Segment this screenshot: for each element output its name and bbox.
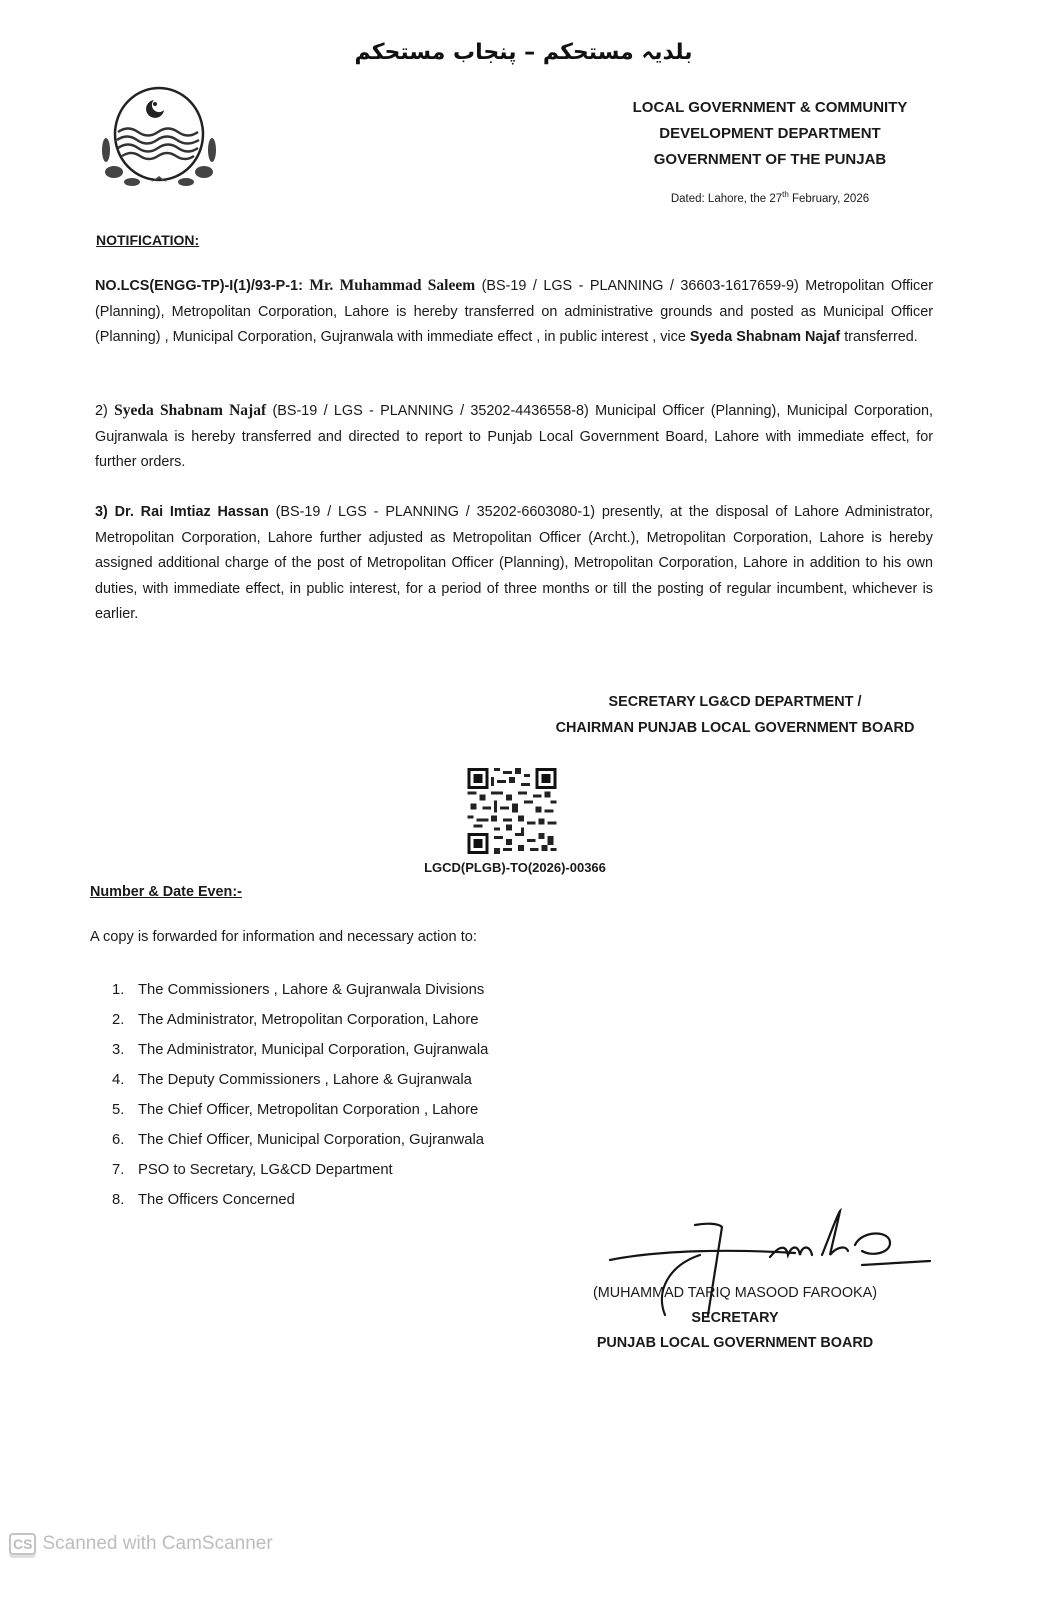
- notification-paragraph-3: [95, 500, 933, 628]
- list-number: 2.: [112, 1012, 125, 1028]
- recipient-text: The Administrator, Metropolitan Corporation, Lahore: [138, 1012, 479, 1028]
- list-item: [112, 1125, 488, 1155]
- notification-paragraph-1: [95, 273, 933, 351]
- punjab-government-emblem-icon: [96, 86, 222, 190]
- signatory-name: (MUHAMMAD TARIQ MASOOD FAROOKA): [592, 1285, 878, 1301]
- date-month-year: February, 2026: [788, 192, 870, 205]
- copy-forwarded-intro: A copy is forwarded for information and necessary action to:: [90, 929, 477, 945]
- list-number: 1.: [112, 982, 125, 998]
- recipient-text: The Commissioners , Lahore & Gujranwala Divisions: [138, 982, 485, 998]
- officer-name: 3) Dr. Rai Imtiaz Hassan: [95, 504, 269, 520]
- watermark-text: Scanned with CamScanner: [42, 1533, 273, 1554]
- list-item: [112, 1155, 488, 1185]
- paragraph-text: (BS-19 / LGS - PLANNING / 35202-4436558-8) Municipal Officer (Planning), Municipal Corporation, Gujranwala is hereby transferred and directed to report to Punjab Local Government Board, Lahore with immediate effect, for further orders.: [95, 403, 934, 470]
- number-date-even-heading: Number & Date Even:-: [90, 884, 242, 900]
- notification-paragraph-2: [95, 398, 933, 476]
- list-number: 7.: [112, 1162, 125, 1178]
- recipient-list: [112, 975, 488, 1215]
- signatory-organization: PUNJAB LOCAL GOVERNMENT BOARD: [596, 1335, 874, 1351]
- department-line: GOVERNMENT OF THE PUNJAB: [653, 151, 887, 168]
- list-item: [112, 1185, 488, 1215]
- camscanner-watermark: [9, 1533, 273, 1555]
- list-number: 5.: [112, 1102, 125, 1118]
- recipient-text: PSO to Secretary, LG&CD Department: [138, 1162, 393, 1178]
- department-line: LOCAL GOVERNMENT & COMMUNITY: [632, 99, 908, 116]
- paragraph-text: (BS-19 / LGS - PLANNING / 35202-6603080-1) presently, at the disposal of Lahore Administrator, Metropolitan Corporation, Lahore further adjusted as Metropolitan Officer (Archt.), Metropolitan Corporation, Lahore is hereby assigned additional charge of the post of Metropolitan Officer (Planning), Metropolitan Corporation, Lahore in addition to his own duties, with immediate effect, in public interest, for a period of three months or till the posting of regular incumbent, whichever is earlier.: [95, 504, 933, 622]
- camscanner-logo-icon: CS: [9, 1533, 36, 1555]
- date-prefix: Dated: Lahore, the 27: [670, 192, 783, 205]
- issuing-authority: [520, 689, 950, 741]
- recipient-text: The Deputy Commissioners , Lahore & Gujranwala: [138, 1072, 472, 1088]
- list-number: 8.: [112, 1192, 125, 1208]
- document-tracking-code: LGCD(PLGB)-TO(2026)-00366: [424, 860, 606, 875]
- list-number: 4.: [112, 1072, 125, 1088]
- officer-name: Mr. Muhammad Saleem: [309, 277, 476, 294]
- list-item: [112, 1095, 488, 1125]
- vice-officer-name: Syeda Shabnam Najaf: [689, 329, 841, 345]
- department-line: DEVELOPMENT DEPARTMENT: [659, 125, 881, 142]
- officer-name: Syeda Shabnam Najaf: [114, 402, 267, 419]
- recipient-text: The Chief Officer, Municipal Corporation, Gujranwala: [138, 1132, 484, 1148]
- authority-line: CHAIRMAN PUNJAB LOCAL GOVERNMENT BOARD: [555, 720, 915, 736]
- list-item: [112, 1035, 488, 1065]
- signatory-title: SECRETARY: [691, 1310, 779, 1326]
- list-number: 6.: [112, 1132, 125, 1148]
- paragraph-number: 2): [95, 403, 108, 419]
- list-number: 3.: [112, 1042, 125, 1058]
- department-header: [560, 95, 980, 173]
- recipient-text: The Officers Concerned: [138, 1192, 295, 1208]
- recipient-text: The Chief Officer, Metropolitan Corporation , Lahore: [138, 1102, 479, 1118]
- list-item: [112, 1005, 488, 1035]
- paragraph-text: (BS-19 / LGS - PLANNING / 36603-1617659-9) Metropolitan Officer (Planning), Metropolitan Corporation, Lahore is hereby transferred on administrative grounds and posted as Municipal Officer (Planning) , Municipal Corporation, Gujranwala with immediate effect , in public interest , vice: [95, 278, 934, 345]
- urdu-slogan: بلدیہ مستحکم – پنجاب مستحکم: [354, 40, 693, 65]
- list-item: [112, 1065, 488, 1095]
- qr-code-icon: [467, 768, 557, 854]
- recipient-text: The Administrator, Municipal Corporation, Gujranwala: [138, 1042, 489, 1058]
- notification-heading: NOTIFICATION:: [96, 232, 200, 248]
- authority-line: SECRETARY LG&CD DEPARTMENT /: [608, 694, 862, 710]
- signature-icon: [600, 1205, 940, 1335]
- reference-number: NO.LCS(ENGG-TP)-I(1)/93-P-1:: [95, 278, 303, 294]
- dated-line: [560, 190, 980, 205]
- paragraph-text: transferred.: [844, 329, 918, 345]
- date-suffix-sup: th: [782, 190, 789, 199]
- list-item: [112, 975, 488, 1005]
